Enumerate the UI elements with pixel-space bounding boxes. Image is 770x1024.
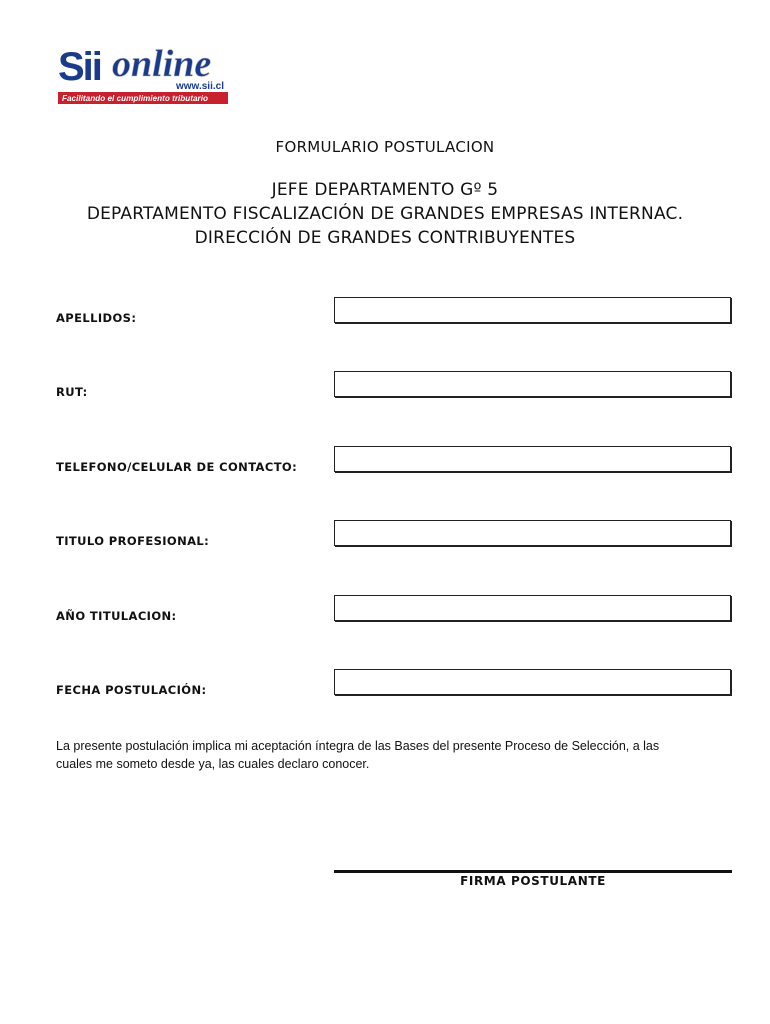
signature-label: FIRMA POSTULANTE [460,874,606,888]
form-title: FORMULARIO POSTULACION [275,138,495,156]
telefono-input[interactable] [334,446,731,472]
anio-titulacion-input[interactable] [334,595,731,621]
telefono-label: TELEFONO/CELULAR DE CONTACTO: [56,460,298,474]
titulo-label: TITULO PROFESIONAL: [56,534,210,548]
logo-website: www.sii.cl [176,81,224,92]
position-heading [0,178,770,250]
apellidos-input[interactable] [334,297,731,323]
rut-input[interactable] [334,371,731,397]
fecha-postulacion-input[interactable] [334,669,731,695]
rut-label: RUT: [56,385,88,399]
acceptance-note [56,737,716,773]
logo-wordmark: online [112,43,212,85]
heading-line-2: DEPARTAMENTO FISCALIZACIÓN DE GRANDES EMPRESAS INTERNAC. [86,204,684,224]
heading-line-3: DIRECCIÓN DE GRANDES CONTRIBUYENTES [194,228,576,248]
apellidos-label: APELLIDOS: [56,311,137,325]
titulo-input[interactable] [334,520,731,546]
sii-online-logo [52,40,232,106]
fecha-postulacion-label: FECHA POSTULACIÓN: [56,683,207,697]
logo-tagline: Facilitando el cumplimiento tributario [62,94,209,103]
logo-brand: Sii [58,45,101,89]
heading-line-1: JEFE DEPARTAMENTO Gº 5 [271,180,499,200]
note-line-1: La presente postulación implica mi aceptación íntegra de las Bases del presente Proceso de Selección, a las [56,739,660,753]
note-line-2: cuales me someto desde ya, las cuales declaro conocer. [56,757,370,771]
signature-line [334,870,732,873]
anio-titulacion-label: AÑO TITULACION: [56,609,177,623]
